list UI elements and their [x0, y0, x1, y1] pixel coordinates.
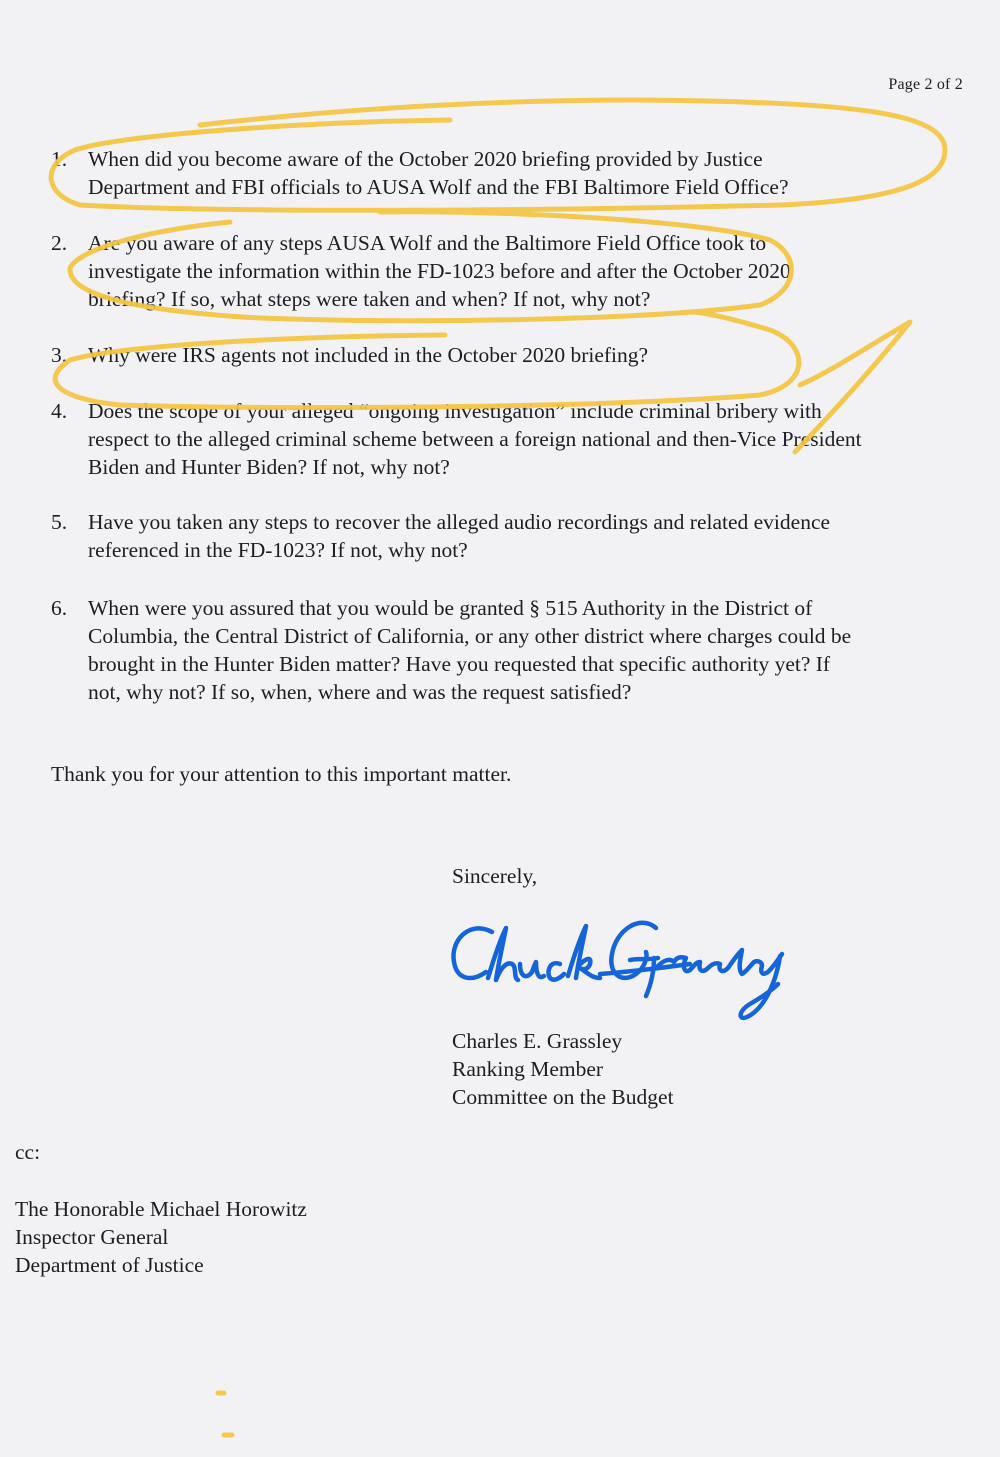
signature-block: [452, 1027, 674, 1111]
question-number: 1.: [51, 147, 68, 171]
page-number: Page 2 of 2: [888, 76, 963, 93]
question-text: Have you taken any steps to recover the alleged audio recordings and related evidence referenced in the FD-1023? If not, why not?: [88, 510, 831, 562]
signer-title: Ranking Member: [452, 1057, 604, 1081]
cc-department: Department of Justice: [15, 1253, 204, 1277]
question-text: Why were IRS agents not included in the October 2020 briefing?: [88, 343, 649, 367]
question-text: When were you assured that you would be granted § 515 Authority in the District of Columbia, the Central District of California, or any other district where charges could be brought in the Hunter Biden matter? Have you requested that specific authority yet? If not, why not? If so, when, where and was the request satisfied?: [88, 596, 852, 704]
signature-image: [440, 900, 800, 1025]
signer-name: Charles E. Grassley: [452, 1029, 623, 1053]
question-number: 2.: [51, 231, 68, 255]
cc-label: cc:: [15, 1140, 41, 1164]
question-text: When did you become aware of the October 2020 briefing provided by Justice Department and FBI officials to AUSA Wolf and the FBI Baltimore Field Office?: [88, 147, 789, 199]
cc-recipient: [15, 1195, 307, 1279]
question-number: 6.: [51, 596, 68, 620]
question-number: 3.: [51, 343, 68, 367]
question-number: 5.: [51, 510, 68, 534]
cc-title: Inspector General: [15, 1225, 169, 1249]
cc-name: The Honorable Michael Horowitz: [15, 1197, 307, 1221]
closing-sentence: Thank you for your attention to this important matter.: [51, 762, 512, 786]
signer-committee: Committee on the Budget: [452, 1085, 674, 1109]
question-text: Are you aware of any steps AUSA Wolf and the Baltimore Field Office took to investigate the information within the FD-1023 before and after the October 2020 briefing? If so, what steps were taken and when? If not, why not?: [88, 231, 791, 311]
question-number: 4.: [51, 399, 68, 423]
salutation: Sincerely,: [452, 864, 538, 888]
question-text: Does the scope of your alleged “ongoing investigation” include criminal bribery with respect to the alleged criminal scheme between a foreign national and then-Vice President Biden and Hunter Biden? If not, why not?: [88, 399, 862, 479]
